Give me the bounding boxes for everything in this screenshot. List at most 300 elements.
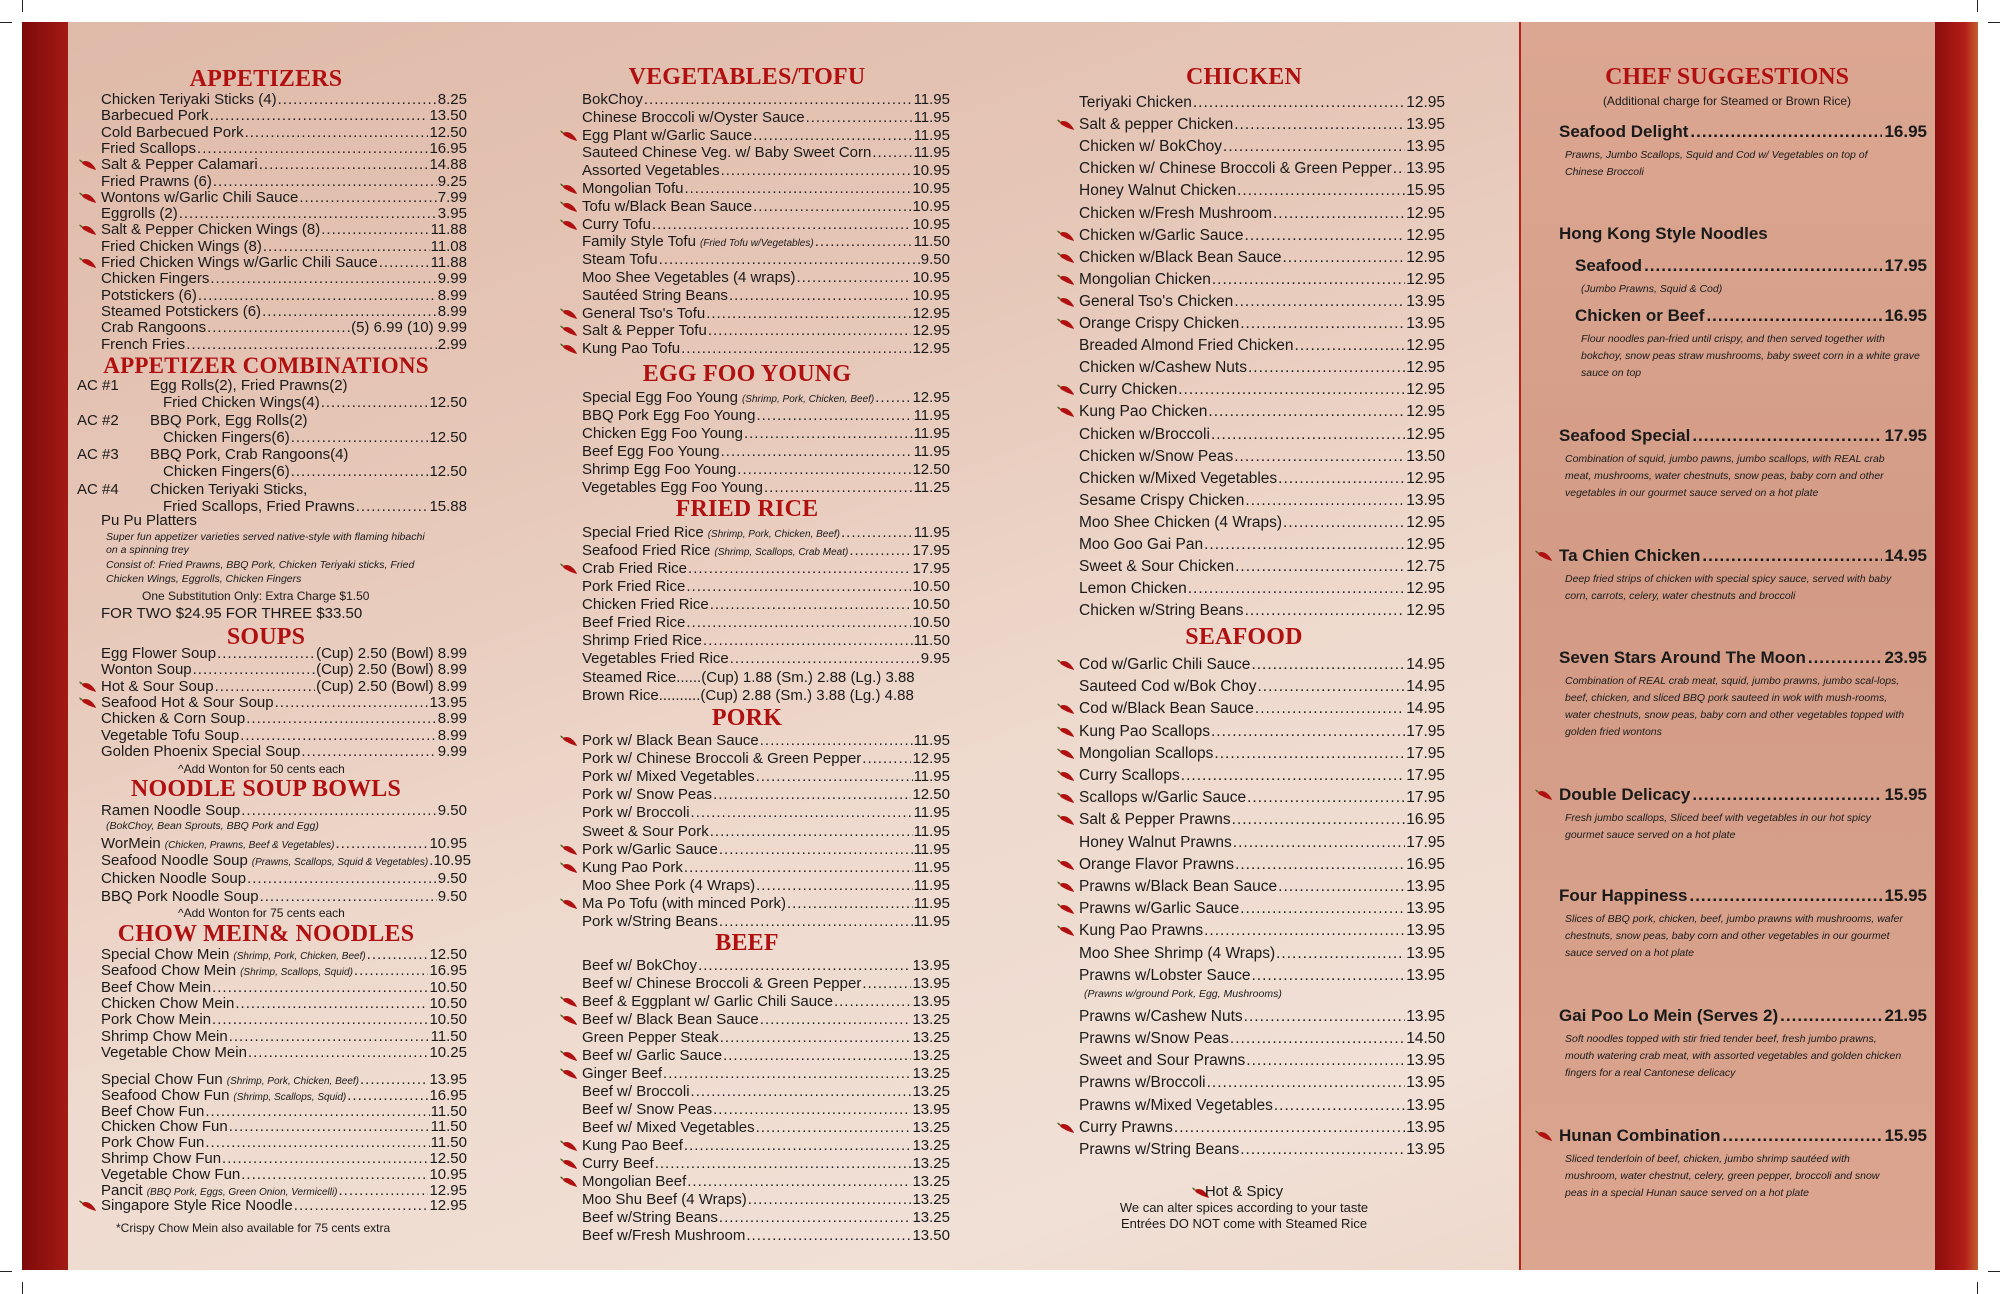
combo-price-row: [163, 429, 467, 446]
item-note: (BBQ Pork, Eggs, Green Onion, Vermicelli): [146, 1186, 338, 1198]
chef-item-description: Deep fried strips of chicken with special spicy sauce, served with baby corn, carrots, celery, water chestnuts and broccoli: [1565, 573, 1892, 602]
chili-pepper-icon: [79, 681, 97, 693]
item-price: 13.25: [912, 1029, 950, 1046]
item-price: 13.95: [912, 957, 950, 974]
spice-legend: [1094, 1184, 1394, 1232]
section-title: VEGETABLES/TOFU: [628, 64, 866, 90]
chili-pepper-icon: [560, 201, 578, 213]
combo-line: Fried Chicken Wings(4): [163, 394, 320, 411]
item-note: (BokChoy, Bean Sprouts, BBQ Pork and Egg): [106, 820, 319, 832]
leader-dots: [263, 238, 430, 255]
chef-item-name: Ta Chien Chicken: [1559, 546, 1701, 565]
chili-pepper-icon: [1057, 748, 1075, 760]
menu-item: [1079, 878, 1445, 895]
leader-dots: [198, 287, 437, 304]
item-price: 14.50: [1406, 1030, 1445, 1047]
section-title: PORK: [711, 705, 783, 731]
leader-dots: [1706, 306, 1882, 326]
item-price: 10.95: [433, 852, 471, 869]
menu-item: [101, 1044, 467, 1061]
leader-dots: [1207, 1074, 1406, 1091]
right-color-band: [1935, 22, 1978, 1270]
leader-dots: [335, 835, 428, 852]
item-price: 8.99: [437, 302, 467, 320]
chef-item-name: Seven Stars Around The Moon: [1559, 648, 1806, 667]
menu-item: [101, 1166, 467, 1183]
item-price: 12.95: [1406, 270, 1445, 288]
chili-pepper-icon: [1057, 318, 1075, 330]
leader-dots: [655, 1155, 912, 1172]
leader-dots: [684, 180, 911, 197]
item-price: 12.95: [1406, 226, 1445, 244]
leader-dots: [684, 859, 913, 876]
menu-item: [582, 109, 950, 126]
item-name: Seafood Noodle Soup: [101, 852, 248, 869]
leader-dots: [212, 979, 428, 996]
menu-item: [582, 1209, 950, 1226]
item-name: Vegetable Tofu Soup: [101, 726, 240, 744]
section-title: CHICKEN: [1185, 64, 1303, 90]
leader-dots: [248, 1044, 429, 1061]
item-name: Kung Pao Chicken: [1079, 403, 1208, 421]
chili-pepper-icon: [1057, 881, 1075, 893]
item-name: Green Pepper Steak: [582, 1029, 719, 1046]
menu-item: [582, 198, 950, 215]
chef-item: [1559, 1126, 1927, 1146]
item-price: 13.25: [912, 1119, 950, 1136]
leader-dots: [301, 743, 436, 760]
item-name: Seafood Chow Mein: [101, 962, 237, 980]
pupu-desc: Super fun appetizer varieties served native-style with flaming hibachi: [106, 531, 425, 543]
leader-dots: [1274, 1097, 1405, 1114]
trim-mark: [22, 1282, 23, 1294]
item-price: 12.95: [429, 1197, 467, 1215]
chili-pepper-icon: [79, 159, 97, 171]
chili-pepper-icon: [1535, 1130, 1553, 1142]
menu-item: [101, 1150, 467, 1167]
chef-item-name: Hong Kong Style Noodles: [1559, 224, 1768, 243]
item-name: Special Fried Rice: [582, 524, 704, 541]
item-name: Chicken Chow Fun: [101, 1118, 228, 1136]
item-price: 12.50: [429, 123, 467, 141]
leader-dots: [1245, 227, 1406, 244]
menu-item: [101, 156, 467, 173]
item-price: 13.95: [1406, 878, 1445, 895]
item-name: WorMein: [101, 835, 161, 852]
menu-item: [582, 750, 950, 767]
menu-item: [1079, 426, 1445, 443]
chili-pepper-icon: [1057, 903, 1075, 915]
item-name: Pork w/Garlic Sauce: [582, 840, 718, 858]
chili-pepper-icon: [1057, 252, 1075, 264]
leader-dots: [1690, 122, 1882, 142]
item-price: 13.95: [1406, 1052, 1445, 1070]
pupu-title: Pu Pu Platters: [101, 512, 197, 529]
leader-dots: [1393, 160, 1405, 177]
trim-mark: [0, 22, 12, 23]
item-name: Prawns w/Broccoli: [1079, 1074, 1206, 1092]
menu-item: [101, 91, 467, 108]
leader-dots: [1214, 745, 1405, 762]
item-name: Pork Chow Fun: [101, 1134, 205, 1152]
chef-suggestions-panel: [1519, 22, 1937, 1270]
leader-dots: [275, 694, 429, 711]
item-name: Chicken w/Mixed Vegetables: [1079, 469, 1278, 487]
menu-item: [101, 979, 467, 996]
combo-code: AC #2: [77, 412, 119, 429]
menu-item: [101, 870, 467, 887]
trim-mark: [22, 0, 23, 12]
item-price: 11.95: [913, 768, 950, 786]
item-name: Chicken w/Cashew Nuts: [1079, 359, 1247, 377]
item-price: 12.95: [1406, 580, 1445, 598]
item-name: Prawns w/String Beans: [1079, 1141, 1240, 1158]
trim-mark: [1988, 22, 2000, 23]
menu-item: [101, 173, 467, 190]
menu-item: [582, 269, 950, 286]
item-name: Scallops w/Garlic Sauce: [1079, 789, 1247, 807]
item-price: 10.50: [429, 1011, 467, 1029]
leader-dots: [1235, 856, 1405, 873]
item-price: (Cup) 2.50 (Bowl) 8.99: [316, 645, 467, 662]
menu-item: [1079, 1141, 1445, 1158]
menu-item: [1079, 271, 1445, 288]
item-price: 11.50: [913, 632, 950, 649]
chef-item-price: 16.95: [1884, 122, 1927, 141]
brown-rice: Brown Rice..........(Cup) 2.88 (Sm.) 3.88 (Lg.) 4.88: [582, 687, 914, 704]
menu-item: [1079, 293, 1445, 310]
chili-pepper-icon: [560, 1050, 578, 1062]
leader-dots: [1211, 723, 1405, 740]
item-price: 12.95: [1406, 359, 1445, 377]
item-name: Ramen Noodle Soup: [101, 802, 241, 819]
crispy-note: *Crispy Chow Mein also available for 75 cents extra: [116, 1221, 391, 1235]
combo-price-row: [163, 498, 467, 515]
leader-dots: [1181, 767, 1405, 784]
menu-item: [1079, 558, 1445, 575]
item-name: Kung Pao Scallops: [1079, 722, 1210, 740]
item-name: Cod w/Garlic Chili Sauce: [1079, 656, 1251, 673]
item-name: Steamed Potstickers (6): [101, 302, 262, 320]
item-price: 13.95: [1406, 1141, 1445, 1158]
leader-dots: [796, 269, 911, 286]
menu-item: [1079, 492, 1445, 509]
menu-item: [1079, 182, 1445, 199]
chef-item-description: Combination of squid, jumbo pawns, jumbo scallops, with REAL crab meat, mushrooms, water chestnuts, snow peas, baby corn and other vegetables in our gourmet sauce served on a hot plate: [1565, 453, 1885, 499]
leader-dots: [1278, 878, 1405, 895]
chef-item-description: Soft noodles topped with stir fried tender beef, fresh jumbo prawns, mouth watering crab meat, with assorted vegetables and golden chicken fingers for a real Cantonese delicacy: [1565, 1033, 1902, 1079]
menu-item: [101, 661, 467, 678]
menu-item: [1079, 789, 1445, 806]
item-name: Vegetables Fried Rice: [582, 650, 729, 667]
menu-item: [101, 1134, 467, 1151]
chef-item-name: Chicken or Beef: [1575, 306, 1705, 325]
leader-dots: [1212, 271, 1405, 288]
item-name: Sauteed Chinese Veg. w/ Baby Sweet Corn: [582, 144, 872, 162]
item-name: Curry Chicken: [1079, 381, 1178, 399]
leader-dots: [1240, 315, 1405, 332]
leader-dots: [245, 124, 429, 141]
item-name: Seafood Fried Rice: [582, 542, 711, 559]
chef-item-price: 14.95: [1884, 546, 1927, 565]
item-price: 11.50: [913, 233, 950, 251]
item-price: 17.95: [1406, 833, 1445, 851]
leader-dots: [379, 254, 430, 271]
chef-item: [1559, 546, 1927, 566]
leader-dots: [737, 461, 911, 478]
combo-line: BBQ Pork, Egg Rolls(2): [150, 412, 308, 429]
leader-dots: [1644, 256, 1882, 276]
item-price: 13.25: [912, 1137, 950, 1154]
item-price: 17.95: [1406, 744, 1445, 762]
menu-item: [1079, 656, 1445, 673]
chili-pepper-icon: [79, 192, 97, 204]
legend-title: Hot & Spicy: [1204, 1183, 1284, 1200]
item-price: 11.25: [913, 479, 950, 496]
menu-item: [582, 1155, 950, 1172]
item-price: 11.95: [913, 913, 950, 930]
item-name: Beef w/ BokChoy: [582, 957, 698, 974]
leader-dots: [721, 443, 913, 460]
item-price: 13.50: [429, 107, 467, 125]
menu-item: [582, 340, 950, 357]
legend-line: We can alter spices according to your taste: [1119, 1200, 1369, 1215]
item-name: Prawns w/Cashew Nuts: [1079, 1007, 1243, 1025]
leader-dots: [1251, 967, 1405, 984]
leader-dots: [291, 463, 429, 480]
chef-item-description: Fresh jumbo scallops, Sliced beef with vegetables in our hot spicy gourmet sauce served on a hot plate: [1565, 812, 1871, 841]
chili-pepper-icon: [1057, 296, 1075, 308]
leader-dots: [1273, 205, 1405, 222]
menu-item: [582, 560, 950, 577]
item-name: Chicken w/Garlic Sauce: [1079, 226, 1244, 244]
item-name: Beef w/String Beans: [582, 1209, 718, 1226]
leader-dots: [730, 650, 920, 667]
item-price: 7.99: [437, 188, 467, 206]
menu-item: [1079, 723, 1445, 740]
leader-dots: [703, 632, 913, 649]
item-name: Crab Fried Rice: [582, 560, 688, 577]
section-title: FRIED RICE: [675, 496, 819, 522]
chili-pepper-icon: [560, 308, 578, 320]
item-price: 13.95: [1406, 900, 1445, 918]
item-name: Breaded Almond Fried Chicken: [1079, 337, 1294, 355]
menu-item: [101, 743, 467, 760]
item-name: Sweet & Sour Pork: [582, 822, 709, 840]
menu-item: [1079, 1097, 1445, 1114]
menu-item: [582, 287, 950, 304]
leader-dots: [241, 802, 437, 819]
leader-dots: [684, 1137, 912, 1154]
chili-pepper-icon: [560, 219, 578, 231]
item-name: Sauteed Cod w/Bok Choy: [1079, 678, 1257, 696]
item-name: Salt & Pepper Chicken Wings (8): [101, 221, 321, 239]
chef-item-price: 17.95: [1884, 256, 1927, 275]
chili-pepper-icon: [1057, 859, 1075, 871]
item-name: Fried Scallops: [101, 139, 197, 157]
menu-item: [101, 710, 467, 727]
chef-item-price: 15.95: [1884, 785, 1927, 804]
item-price: 2.99: [437, 335, 467, 353]
item-name: Beef w/ Broccoli: [582, 1083, 690, 1100]
item-name: Kung Pao Beef: [582, 1137, 683, 1154]
item-name: Beef w/ Garlic Sauce: [582, 1047, 723, 1064]
chef-item-description: Prawns, Jumbo Scallops, Squid and Cod w/ Vegetables on top of Chinese Broccoli: [1565, 149, 1868, 178]
leader-dots: [1232, 811, 1406, 828]
menu-item: [582, 841, 950, 858]
item-price: 12.75: [1406, 558, 1445, 576]
item-name: Cod w/Black Bean Sauce: [1079, 700, 1254, 718]
item-name: Pork w/ Mixed Vegetables: [582, 768, 755, 786]
item-name: Prawns w/Snow Peas: [1079, 1030, 1229, 1047]
chef-item-price: 23.95: [1884, 648, 1927, 667]
chef-item-name: Hunan Combination: [1559, 1126, 1721, 1145]
trim-mark: [1977, 1282, 1978, 1294]
item-price: 12.95: [1406, 337, 1445, 355]
menu-item: [582, 216, 950, 233]
chili-pepper-icon: [560, 1176, 578, 1188]
menu-item: [1079, 900, 1445, 917]
item-price: 13.25: [912, 1047, 950, 1064]
item-price: 9.25: [437, 172, 467, 190]
chef-item-name: Gai Poo Lo Mein (Serves 2): [1559, 1006, 1779, 1025]
item-name: Hot & Sour Soup: [101, 677, 214, 695]
menu-item: [582, 1137, 950, 1154]
item-name: Chicken w/ Chinese Broccoli & Green Pepper: [1079, 160, 1392, 178]
leader-dots: [872, 144, 912, 161]
item-price: 12.50: [912, 786, 950, 804]
chef-item: [1575, 256, 1927, 276]
item-price: 14.88: [429, 156, 467, 174]
menu-item: [582, 1173, 950, 1190]
chili-pepper-icon: [560, 735, 578, 747]
menu-item: [582, 542, 950, 561]
item-price: 13.50: [1406, 447, 1445, 465]
chili-pepper-icon: [560, 183, 578, 195]
item-name: Ma Po Tofu (with minced Pork): [582, 894, 786, 912]
menu-item: [101, 1103, 467, 1120]
leader-dots: [1240, 1141, 1405, 1158]
menu-item: [1079, 514, 1445, 531]
leader-dots: [235, 995, 428, 1012]
menu-item: [582, 1191, 950, 1208]
item-price: 12.95: [1406, 536, 1445, 553]
item-name: Chicken Fingers: [101, 270, 210, 288]
leader-dots: [354, 962, 429, 979]
leader-dots: [719, 1209, 912, 1226]
leader-dots: [247, 870, 437, 887]
menu-item: [101, 238, 467, 255]
menu-item: [582, 461, 950, 478]
leader-dots: [222, 1150, 428, 1167]
item-price: 13.95: [429, 1071, 467, 1088]
menu-item: [101, 678, 467, 695]
item-price: 11.95: [913, 894, 950, 912]
chili-pepper-icon: [1535, 789, 1553, 801]
trim-mark: [0, 1271, 12, 1272]
item-price: 13.95: [429, 693, 467, 711]
leader-dots: [360, 1071, 428, 1088]
leader-dots: [339, 1182, 429, 1199]
item-name: Kung Pao Tofu: [582, 340, 681, 358]
item-price: 11.95: [913, 804, 950, 822]
item-name: Special Egg Foo Young: [582, 389, 738, 406]
leader-dots: [862, 750, 911, 767]
menu-item: [1079, 381, 1445, 398]
leader-dots: [688, 560, 911, 577]
leader-dots: [1178, 381, 1405, 398]
item-price: 12.95: [912, 750, 950, 768]
chef-item-price: 16.95: [1884, 306, 1927, 325]
menu-item: [101, 852, 471, 871]
item-name: Chicken & Corn Soup: [101, 710, 246, 728]
chili-pepper-icon: [560, 898, 578, 910]
menu-item: [1079, 116, 1445, 133]
menu-item: [101, 189, 467, 206]
item-name: Vegetables Egg Foo Young: [582, 479, 763, 496]
leader-dots: [212, 1011, 428, 1028]
menu-item: [582, 144, 950, 161]
leader-dots: [262, 303, 437, 320]
leader-dots: [210, 107, 429, 124]
item-price: 11.50: [430, 1134, 467, 1152]
item-name: Beef Chow Fun: [101, 1102, 205, 1120]
menu-item: [101, 140, 467, 157]
menu-item: [1079, 94, 1445, 111]
section-title: CHOW MEIN& NOODLES: [117, 921, 415, 947]
item-price: 13.95: [912, 975, 950, 992]
pupu-desc: on a spinning trey: [106, 544, 189, 556]
leader-dots: [1244, 1008, 1406, 1025]
combo-code: AC #1: [77, 377, 119, 394]
combo-price: 12.50: [429, 463, 467, 480]
item-name: Chicken w/Black Bean Sauce: [1079, 248, 1282, 266]
item-price: 9.50: [437, 888, 467, 905]
item-price: 14.95: [1406, 700, 1445, 718]
chef-item: [1575, 306, 1927, 326]
item-price: 9.50: [437, 870, 467, 887]
item-price: 10.50: [912, 614, 950, 631]
leader-dots: [723, 1047, 911, 1064]
item-price: 12.50: [429, 946, 467, 963]
menu-item: [582, 614, 950, 631]
item-price: 10.95: [912, 197, 950, 215]
menu-item: [101, 107, 467, 124]
leader-dots: [294, 1197, 429, 1214]
chef-item-name: Double Delicacy: [1559, 785, 1691, 804]
menu-item: [101, 645, 467, 662]
menu-item: [582, 1101, 950, 1118]
item-price: 12.95: [1406, 513, 1445, 531]
leader-dots: [1211, 426, 1405, 443]
menu-item: [582, 1047, 950, 1064]
leader-dots: [1278, 470, 1405, 487]
menu-item: [1079, 1030, 1445, 1047]
item-name: Chicken w/Broccoli: [1079, 425, 1210, 443]
combo-price-row: [163, 394, 467, 411]
leader-dots: [710, 596, 912, 613]
item-price: 10.95: [912, 180, 950, 197]
menu-item: [1079, 315, 1445, 332]
leader-dots: [321, 394, 429, 411]
chef-title: CHEF SUGGESTIONS: [1605, 64, 1849, 90]
item-price: 11.95: [913, 126, 950, 144]
leader-dots: [1204, 922, 1405, 939]
leader-dots: [764, 479, 913, 496]
item-name: Sautéed String Beans: [582, 286, 728, 304]
item-price: 17.95: [912, 542, 950, 559]
menu-item: [1079, 160, 1445, 177]
